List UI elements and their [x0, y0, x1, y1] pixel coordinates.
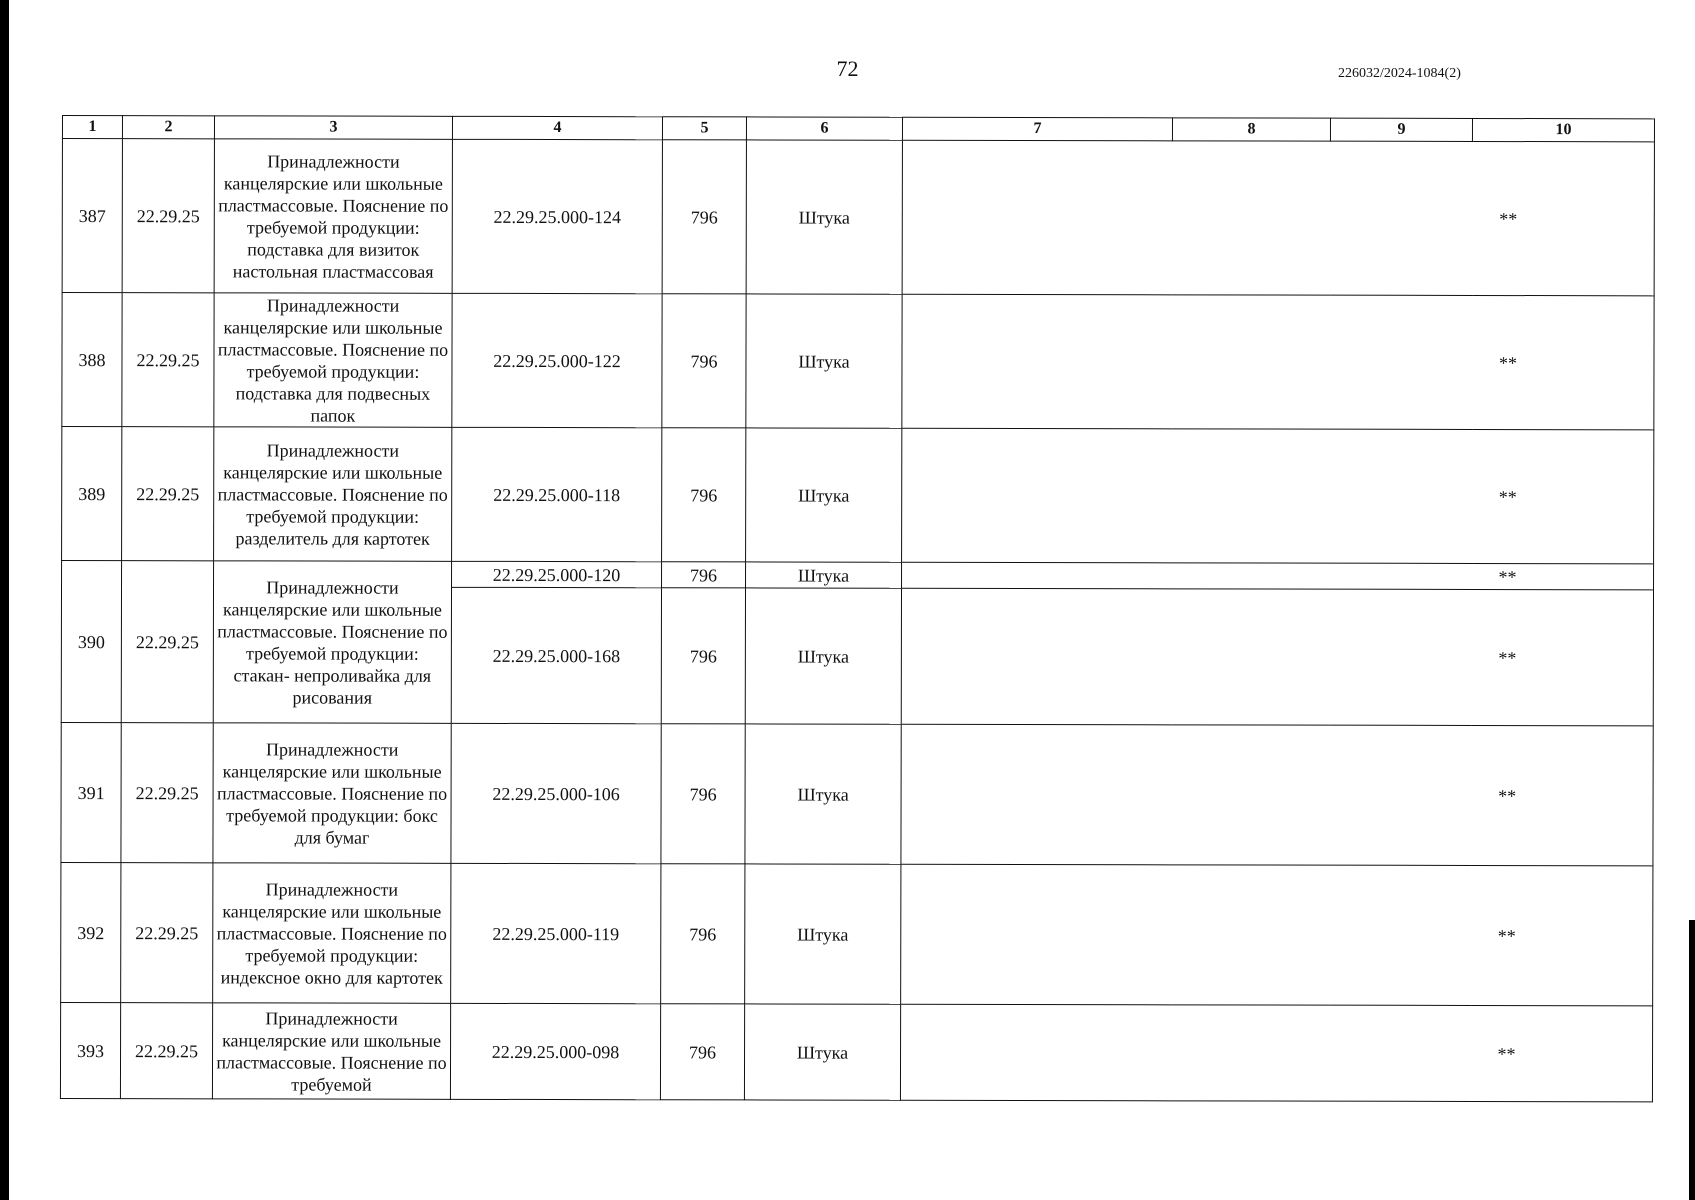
row-number: 390: [61, 561, 121, 723]
okpd-code: 22.29.25: [121, 723, 213, 863]
col-header-8: 8: [1172, 118, 1330, 141]
ktru-code: 22.29.25.000-118: [452, 427, 662, 561]
unit-name: Штука: [744, 1004, 900, 1100]
okei-code-sub: 796: [662, 562, 746, 588]
table-row: [61, 722, 1653, 865]
row-number: 388: [62, 293, 122, 427]
okei-code: 796: [660, 1004, 744, 1100]
ktru-code-sub: 22.29.25.000-120: [452, 561, 662, 587]
item-description: Принадлежности канцелярские или школьные пластмассовые. Пояснение по требуемой продукции: разделитель для картотек: [214, 427, 452, 561]
item-description: Принадлежности канцелярские или школьные пластмассовые. Пояснение по требуемой продукции: подставка для подвесных папок: [214, 293, 452, 427]
okpd-code: 22.29.25: [122, 427, 214, 561]
characteristics-cell: [902, 140, 1654, 296]
okei-code: 796: [661, 864, 745, 1004]
okpd-code: 22.29.25: [121, 561, 213, 723]
okpd-code: 22.29.25: [120, 1003, 212, 1099]
okei-code: 796: [661, 724, 745, 864]
characteristics-cell: [902, 428, 1654, 564]
col-header-5: 5: [662, 117, 746, 140]
ktru-code: 22.29.25.000-098: [450, 1003, 660, 1099]
okei-code: 796: [661, 588, 745, 724]
table-row: [61, 862, 1653, 1005]
ktru-code: 22.29.25.000-168: [451, 587, 661, 723]
row-number: 392: [61, 862, 121, 1002]
row-number: 391: [61, 722, 121, 862]
item-description: Принадлежности канцелярские или школьные пластмассовые. Пояснение по требуемой продукции: подставка для визиток настольная пластмассовая: [214, 139, 452, 293]
unit-name: Штука: [745, 864, 901, 1004]
col-header-3: 3: [214, 116, 452, 139]
okei-code: 796: [662, 294, 746, 428]
col-header-4: 4: [452, 116, 662, 139]
table-row: [60, 1002, 1652, 1101]
unit-name: Штука: [746, 428, 902, 562]
okpd-code: 22.29.25: [122, 293, 214, 427]
characteristics-mark: **: [1498, 486, 1517, 507]
scan-left-edge: [0, 0, 9, 1200]
row-number: 387: [62, 139, 122, 293]
characteristics-mark: **: [1498, 352, 1518, 373]
characteristics-mark: **: [1499, 208, 1518, 229]
item-description: Принадлежности канцелярские или школьные пластмассовые. Пояснение по требуемой: [212, 1003, 450, 1099]
okei-code: 796: [662, 140, 746, 294]
item-description: Принадлежности канцелярские или школьные пластмассовые. Пояснение по требуемой продукции: стакан- непроливайка для рисования: [213, 561, 451, 723]
col-header-1: 1: [62, 116, 122, 139]
characteristics-mark: **: [1497, 1043, 1516, 1064]
characteristics-mark: **: [1498, 647, 1517, 668]
unit-name: Штука: [745, 588, 901, 724]
characteristics-cell: [901, 864, 1653, 1006]
ktru-code: 22.29.25.000-119: [451, 863, 661, 1003]
characteristics-mark: **: [1498, 785, 1517, 806]
okei-code: 796: [662, 428, 746, 562]
characteristics-cell-sub: [902, 562, 1654, 590]
table-row: [62, 427, 1654, 564]
unit-name: Штука: [746, 294, 902, 428]
col-header-6: 6: [746, 117, 902, 140]
unit-name-sub: Штука: [746, 562, 902, 588]
table-row: [62, 293, 1654, 430]
table-row: [62, 561, 1654, 590]
table-row: [62, 139, 1654, 296]
unit-name: Штука: [746, 140, 902, 294]
col-header-2: 2: [122, 116, 214, 139]
characteristics-cell: [901, 724, 1653, 866]
characteristics-cell: [902, 294, 1654, 430]
item-description: Принадлежности канцелярские или школьные пластмассовые. Пояснение по требуемой продукции: индексное окно для картотек: [213, 863, 451, 1003]
document-reference: 226032/2024-1084(2): [1338, 66, 1461, 81]
characteristics-mark: **: [1498, 566, 1517, 587]
col-header-9: 9: [1330, 118, 1472, 141]
scan-right-edge: [1689, 920, 1695, 1200]
column-number-row: [62, 116, 1654, 142]
row-number: 393: [60, 1002, 120, 1098]
characteristics-cell: [900, 1004, 1652, 1102]
row-number: 389: [62, 427, 122, 561]
okpd-code: 22.29.25: [122, 139, 214, 293]
col-header-7: 7: [902, 117, 1172, 141]
goods-table: [60, 115, 1655, 1102]
page-number: 72: [836, 56, 859, 81]
ktru-code: 22.29.25.000-106: [451, 723, 661, 863]
unit-name: Штука: [745, 724, 901, 864]
ktru-code: 22.29.25.000-122: [452, 293, 662, 427]
item-description: Принадлежности канцелярские или школьные пластмассовые. Пояснение по требуемой продукции: бокс для бумаг: [213, 723, 451, 863]
ktru-code: 22.29.25.000-124: [452, 139, 662, 293]
characteristics-cell: [901, 588, 1653, 726]
col-header-10: 10: [1472, 118, 1654, 141]
okpd-code: 22.29.25: [121, 863, 213, 1003]
characteristics-mark: **: [1497, 925, 1516, 946]
